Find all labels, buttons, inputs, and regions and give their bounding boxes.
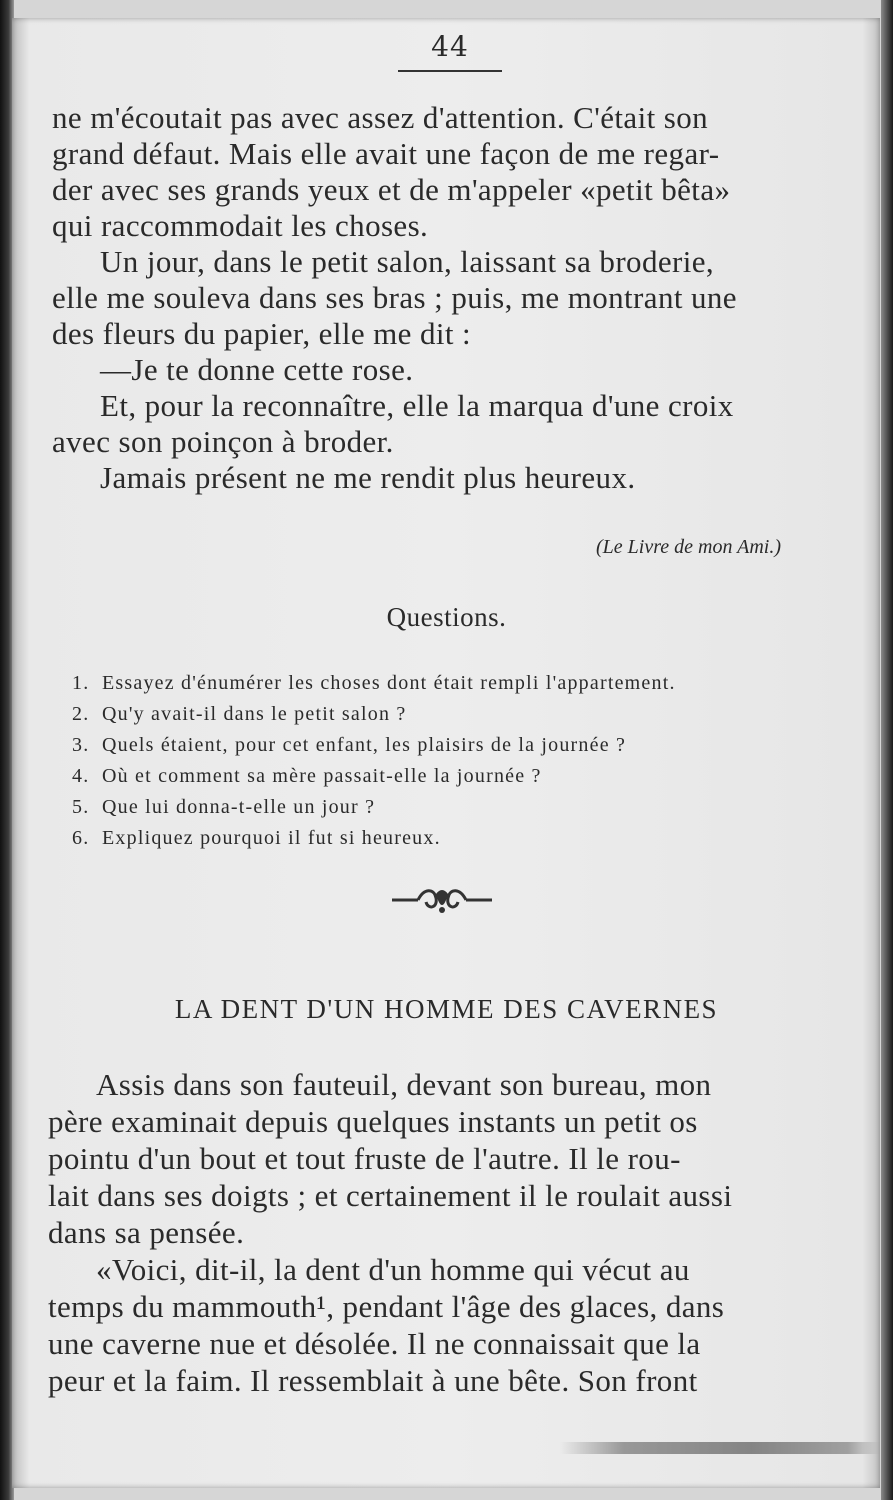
question-text: Quels étaient, pour cet enfant, les plaisirs de la journée ?	[102, 734, 627, 756]
question-item	[72, 761, 852, 792]
question-text: Essayez d'énumérer les choses dont était rempli l'appartement.	[102, 672, 676, 694]
ornament-divider-icon	[388, 882, 496, 918]
text-line: Et, pour la reconnaître, elle la marqua d'une croix	[100, 388, 734, 423]
question-item	[72, 699, 852, 730]
text-line: lait dans ses doigts ; et certainement il le roulait aussi	[48, 1178, 733, 1213]
text-line: qui raccommodait les choses.	[52, 208, 429, 243]
question-text: Que lui donna-t-elle un jour ?	[102, 796, 376, 818]
text-line: elle me souleva dans ses bras ; puis, me montrant une	[52, 280, 737, 315]
text-line: une caverne nue et désolée. Il ne connaissait que la	[48, 1326, 701, 1361]
question-item	[72, 668, 852, 699]
question-text: Qu'y avait-il dans le petit salon ?	[102, 703, 407, 725]
text-line: Jamais présent ne me rendit plus heureux.	[100, 460, 636, 495]
text-line: Assis dans son fauteuil, devant son bureau, mon	[96, 1067, 712, 1102]
page-number-rule	[398, 70, 502, 72]
text-line: père examinait depuis quelques instants un petit os	[48, 1104, 698, 1139]
section-paragraph	[48, 1066, 832, 1399]
page-number: 44	[431, 30, 469, 63]
source-attribution: (Le Livre de mon Ami.)	[596, 536, 781, 558]
text-line: avec son poinçon à broder.	[52, 424, 394, 459]
question-number: 4.	[72, 765, 90, 787]
text-line: temps du mammouth¹, pendant l'âge des glaces, dans	[48, 1289, 725, 1324]
questions-list	[72, 668, 852, 854]
question-item	[72, 730, 852, 761]
text-line: ne m'écoutait pas avec assez d'attention. C'était son	[52, 100, 709, 135]
section-title: LA DENT D'UN HOMME DES CAVERNES	[174, 994, 719, 1024]
question-number: 6.	[72, 827, 90, 849]
dialogue-line: —Je te donne cette rose.	[100, 352, 414, 387]
question-number: 3.	[72, 734, 90, 756]
question-number: 5.	[72, 796, 90, 818]
page-edge-shadow	[881, 0, 893, 1500]
page-stain	[560, 1442, 880, 1454]
text-line: der avec ses grands yeux et de m'appeler «petit bêta»	[52, 172, 731, 207]
question-item	[72, 823, 852, 854]
question-text: Expliquez pourquoi il fut si heureux.	[102, 827, 441, 849]
question-text: Où et comment sa mère passait-elle la journée ?	[102, 765, 542, 787]
question-item	[72, 792, 852, 823]
text-line: pointu d'un bout et tout fruste de l'autre. Il le rou-	[48, 1141, 681, 1176]
question-number: 1.	[72, 672, 90, 694]
questions-heading: Questions.	[386, 602, 507, 632]
text-line: «Voici, dit-il, la dent d'un homme qui vécut au	[96, 1252, 690, 1287]
text-line: peur et la faim. Il ressemblait à une bête. Son front	[48, 1363, 698, 1398]
text-line: grand défaut. Mais elle avait une façon de me regar-	[52, 136, 720, 171]
text-line: des fleurs du papier, elle me dit :	[52, 316, 472, 351]
text-line: Un jour, dans le petit salon, laissant sa broderie,	[100, 244, 715, 279]
story-paragraph	[52, 100, 844, 496]
question-number: 2.	[72, 703, 90, 725]
text-line: dans sa pensée.	[48, 1215, 245, 1250]
